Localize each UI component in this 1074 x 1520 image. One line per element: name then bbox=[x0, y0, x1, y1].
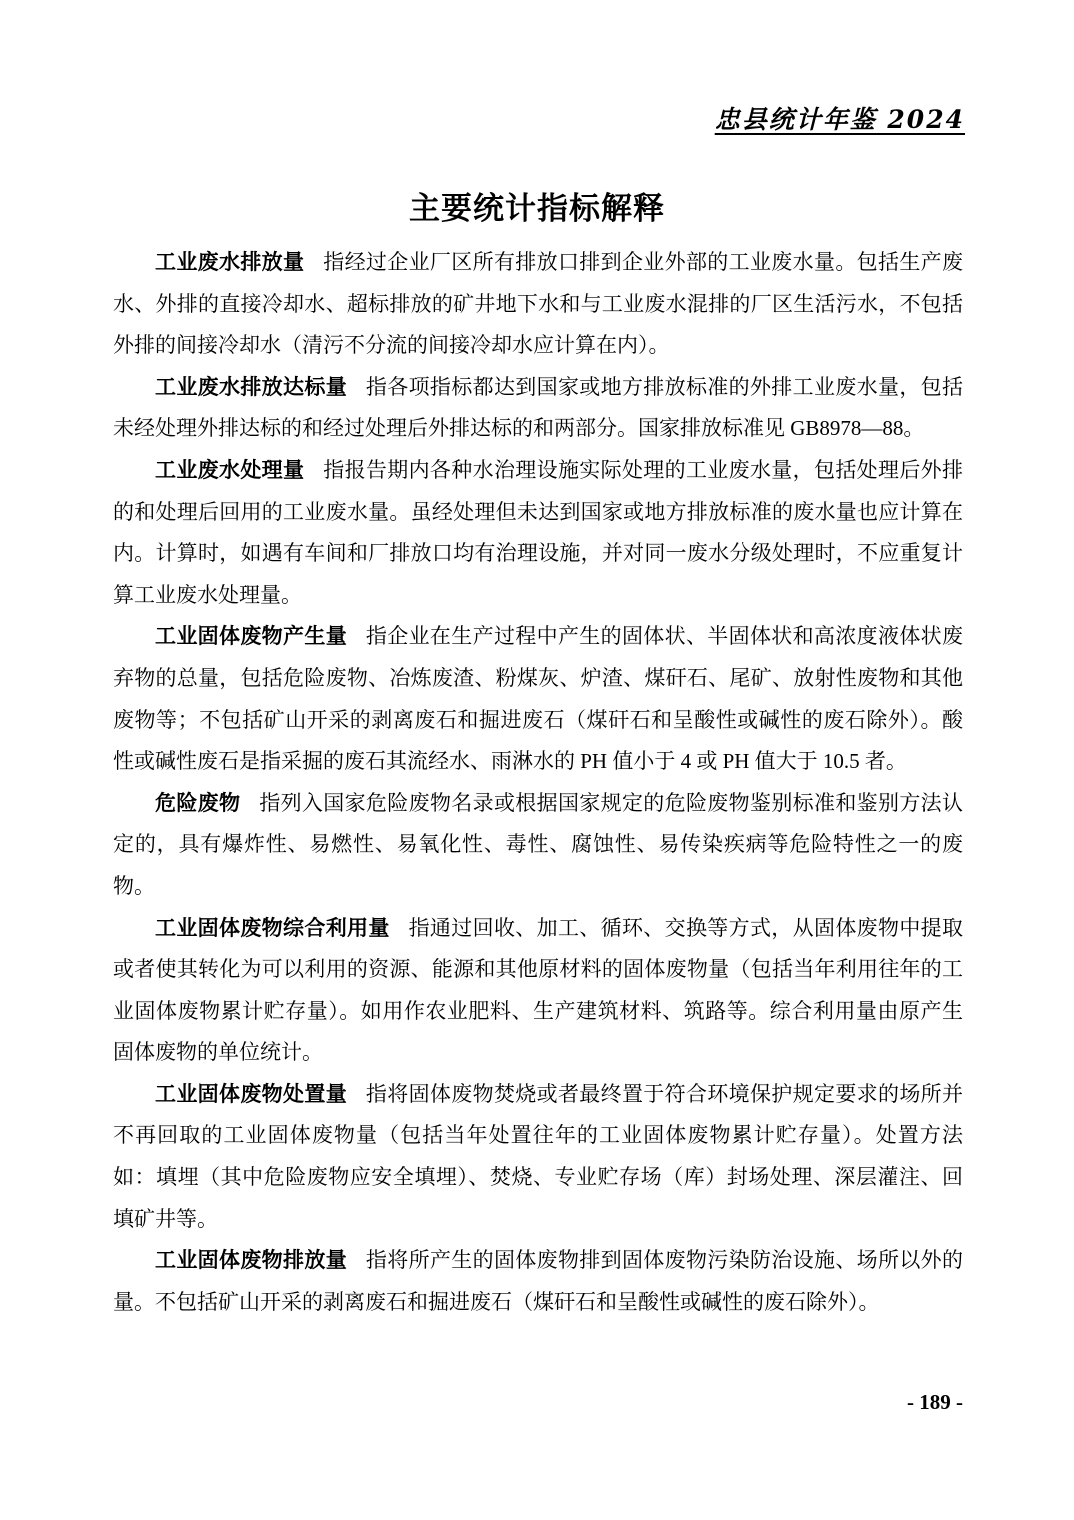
indicator-definition: 指企业在生产过程中产生的固体状、半固体状和高浓度液体状废弃物的总量，包括危险废物、冶炼废渣、粉煤灰、炉渣、煤矸石、尾矿、放射性废物和其他废物等；不包括矿山开采的剥离废石和掘进废石（煤矸石和呈酸性或碱性的废石除外）。酸性或碱性废石是指采掘的废石其流经水、雨淋水的 PH 值小于 4 或 PH 值大于 10.5 者。 bbox=[113, 624, 964, 774]
definition-paragraph bbox=[113, 908, 963, 1074]
definition-paragraph bbox=[113, 450, 963, 616]
indicator-term: 工业废水处理量 bbox=[155, 458, 305, 482]
page-number: - 189 - bbox=[907, 1390, 963, 1414]
definition-paragraph bbox=[113, 1074, 963, 1240]
definition-paragraph bbox=[113, 616, 963, 782]
indicator-term: 危险废物 bbox=[155, 791, 241, 815]
indicator-definition: 指经过企业厂区所有排放口排到企业外部的工业废水量。包括生产废水、外排的直接冷却水、超标排放的矿井地下水和与工业废水混排的厂区生活污水，不包括外排的间接冷却水（清污不分流的间接冷却水应计算在内）。 bbox=[113, 250, 964, 358]
indicator-term: 工业固体废物排放量 bbox=[155, 1249, 348, 1273]
running-header-book-title: 忠县统计年鉴 2024 bbox=[714, 105, 965, 134]
definition-paragraph bbox=[113, 1240, 963, 1323]
definitions-section bbox=[113, 242, 963, 1323]
indicator-definition: 指各项指标都达到国家或地方排放标准的外排工业废水量，包括未经处理外排达标的和经过处理后外排达标的和两部分。国家排放标准见 GB8978—88。 bbox=[113, 374, 964, 441]
page-title: 主要统计指标解释 bbox=[409, 190, 665, 226]
indicator-definition: 指通过回收、加工、循环、交换等方式，从固体废物中提取或者使其转化为可以利用的资源、能源和其他原材料的固体废物量（包括当年利用往年的工业固体废物累计贮存量）。如用作农业肥料、生产建筑材料、筑路等。综合利用量由原产生固体废物的单位统计。 bbox=[113, 915, 964, 1065]
definition-paragraph bbox=[113, 367, 963, 450]
indicator-term: 工业固体废物综合利用量 bbox=[155, 916, 390, 940]
indicator-definition: 指列入国家危险废物名录或根据国家规定的危险废物鉴别标准和鉴别方法认定的，具有爆炸性、易燃性、易氧化性、毒性、腐蚀性、易传染疾病等危险特性之一的废物。 bbox=[113, 790, 964, 898]
definition-paragraph bbox=[113, 242, 963, 367]
definition-paragraph bbox=[113, 783, 963, 908]
indicator-term: 工业废水排放量 bbox=[155, 251, 305, 274]
indicator-term: 工业固体废物处置量 bbox=[155, 1082, 348, 1106]
indicator-term: 工业固体废物产生量 bbox=[155, 625, 348, 649]
indicator-definition: 指将固体废物焚烧或者最终置于符合环境保护规定要求的场所并不再回取的工业固体废物量（包括当年处置往年的工业固体废物累计贮存量）。处置方法如：填埋（其中危险废物应安全填埋）、焚烧、专业贮存场（库）封场处理、深层灌注、回填矿井等。 bbox=[113, 1081, 964, 1231]
indicator-definition: 指报告期内各种水治理设施实际处理的工业废水量，包括处理后外排的和处理后回用的工业废水量。虽经处理但未达到国家或地方排放标准的废水量也应计算在内。计算时，如遇有车间和厂排放口均有治理设施，并对同一废水分级处理时，不应重复计算工业废水处理量。 bbox=[113, 457, 964, 607]
indicator-definition: 指将所产生的固体废物排到固体废物污染防治设施、场所以外的量。不包括矿山开采的剥离废石和掘进废石（煤矸石和呈酸性或碱性的废石除外）。 bbox=[113, 1248, 964, 1314]
indicator-term: 工业废水排放达标量 bbox=[155, 375, 348, 399]
